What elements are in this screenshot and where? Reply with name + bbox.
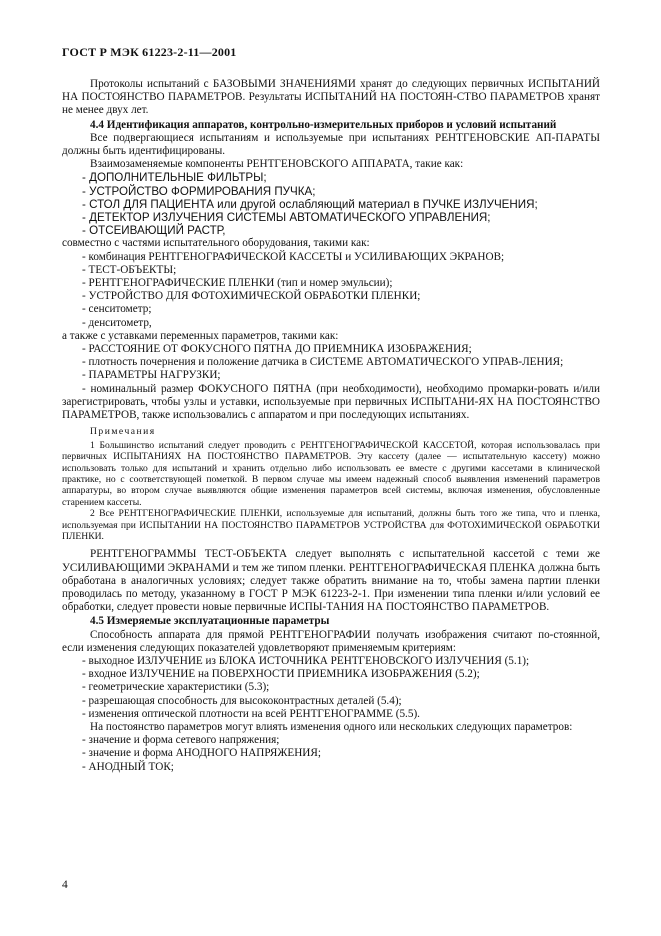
list-item: - УСТРОЙСТВО ФОРМИРОВАНИЯ ПУЧКА;: [62, 185, 600, 198]
paragraph-components-intro: Взаимозаменяемые компоненты РЕНТГЕНОВСКОГО АППАРАТА, такие как:: [90, 158, 464, 171]
paragraph-protocol-storage: Протоколы испытаний с БАЗОВЫМИ ЗНАЧЕНИЯМИ хранят до следующих первичных ИСПЫТАНИЙ НА ПОСТОЯНСТВО ПАРАМЕТРОВ. Результаты ИСПЫТАНИЙ НА ПОСТОЯН-СТВО ПАРАМЕТРОВ хранят не менее двух лет.: [62, 78, 600, 117]
list-item: - ДЕТЕКТОР ИЗЛУЧЕНИЯ СИСТЕМЫ АВТОМАТИЧЕСКОГО УПРАВЛЕНИЯ;: [62, 211, 600, 224]
list-item: - ОТСЕИВАЮЩИЙ РАСТР,: [62, 224, 600, 237]
document-body: [62, 78, 600, 774]
paragraph-performance-criteria: Способность аппарата для прямой РЕНТГЕНОГРАФИИ получать изображения считают по-стоянной, если изменения следующих показателей удовлетворяют применяемым критериям:: [62, 628, 600, 654]
list-item: - ДОПОЛНИТЕЛЬНЫЕ ФИЛЬТРЫ;: [62, 171, 600, 184]
list-item: - ТЕСТ-ОБЪЕКТЫ;: [62, 264, 600, 277]
list-item: - выходное ИЗЛУЧЕНИЕ из БЛОКА ИСТОЧНИКА РЕНТГЕНОВСКОГО ИЗЛУЧЕНИЯ (5.1);: [62, 655, 600, 668]
list-item: - комбинация РЕНТГЕНОГРАФИЧЕСКОЙ КАССЕТЫ и УСИЛИВАЮЩИХ ЭКРАНОВ;: [62, 251, 600, 264]
list-item: - значение и форма АНОДНОГО НАПРЯЖЕНИЯ;: [62, 747, 600, 760]
list-item: - РАССТОЯНИЕ ОТ ФОКУСНОГО ПЯТНА ДО ПРИЕМНИКА ИЗОБРАЖЕНИЯ;: [62, 343, 600, 356]
paragraph-identification: Все подвергающиеся испытаниям и используемые при испытаниях РЕНТГЕНОВСКИЕ АП-ПАРАТЫ должны быть идентифицированы.: [62, 131, 600, 158]
page-number: 4: [62, 879, 68, 891]
notes-heading: Примечания: [90, 426, 156, 438]
list-item: - сенситометр;: [62, 303, 600, 316]
section-heading-4-4: 4.4 Идентификация аппаратов, контрольно-измерительных приборов и условий испытаний: [90, 118, 557, 131]
list-item: - СТОЛ ДЛЯ ПАЦИЕНТА или другой ослабляющий материал в ПУЧКЕ ИЗЛУЧЕНИЯ;: [62, 198, 600, 211]
paragraph-influencing-parameters: На постоянство параметров могут влиять изменения одного или нескольких следующих параметров:: [90, 720, 573, 733]
list-item: - АНОДНЫЙ ТОК;: [62, 761, 600, 774]
list-item: - денситометр,: [62, 317, 600, 330]
list-item: - входное ИЗЛУЧЕНИЕ на ПОВЕРХНОСТИ ПРИЕМНИКА ИЗОБРАЖЕНИЯ (5.2);: [62, 668, 600, 681]
list-item: - изменения оптической плотности на всей РЕНТГЕНОГРАММЕ (5.5).: [62, 708, 600, 721]
note-1: 1 Большинство испытаний следует проводить с РЕНТГЕНОГРАФИЧЕСКОЙ КАССЕТОЙ, которая использовалась при первичных ИСПЫТАНИЯХ НА ПОСТОЯНСТВО ПАРАМЕТРОВ. Эту кассету (далее — испытательную кассету) можно использовать только для испытаний и хранить отдельно либо использовать ее вместе с другими кассетами в клинической практике, но с соответствующей пометкой. В первом случае мы имеем надежный способ выявления изменений параметров аппаратуры, во втором случае выявляются общие изменения параметров всей системы, включая изменения, обусловленные старением кассеты.: [62, 439, 600, 508]
paragraph-equipment-intro: совместно с частями испытательного оборудования, такими как:: [62, 237, 370, 250]
notes-block: [62, 426, 600, 542]
list-item: - номинальный размер ФОКУСНОГО ПЯТНА (при необходимости), необходимо промарки-ровать и/или зарегистрировать, чтобы узлы и уставки, используемые при первичных ИСПЫТАНИ-ЯХ НА ПОСТОЯНСТВО ПАРАМЕТРОВ, также использовались с аппаратом и при последующих испытаниях.: [62, 383, 600, 423]
list-item: - геометрические характеристики (5.3);: [62, 681, 600, 694]
list-item: - УСТРОЙСТВО ДЛЯ ФОТОХИМИЧЕСКОЙ ОБРАБОТКИ ПЛЕНКИ;: [62, 290, 600, 303]
standard-header: ГОСТ Р МЭК 61223-2-11—2001: [62, 45, 237, 59]
paragraph-settings-intro: а также с уставками переменных параметров, такими как:: [62, 329, 339, 342]
list-item: - значение и форма сетевого напряжения;: [62, 734, 600, 747]
list-item: - плотность почернения и положение датчика в СИСТЕМЕ АВТОМАТИЧЕСКОГО УПРАВ-ЛЕНИЯ;: [62, 356, 600, 369]
section-heading-4-5: 4.5 Измеряемые эксплуатационные параметры: [90, 615, 330, 628]
list-item: - РЕНТГЕНОГРАФИЧЕСКИЕ ПЛЕНКИ (тип и номер эмульсии);: [62, 277, 600, 290]
list-item: - разрешающая способность для высококонтрастных деталей (5.4);: [62, 695, 600, 708]
note-2: 2 Все РЕНТГЕНОГРАФИЧЕСКИЕ ПЛЕНКИ, используемые для испытаний, должны быть того же типа, что и пленка, используемая при ИСПЫТАНИИ НА ПОСТОЯНСТВО ПАРАМЕТРОВ УСТРОЙСТВА для ФОТОХИМИЧЕСКОЙ ОБРАБОТКИ ПЛЕНКИ.: [62, 508, 600, 542]
paragraph-test-object: РЕНТГЕНОГРАММЫ ТЕСТ-ОБЪЕКТА следует выполнять с испытательной кассетой с теми же УСИЛИВАЮЩИМИ ЭКРАНАМИ и тем же типом пленки. РЕНТГЕНОГРАФИЧЕСКАЯ ПЛЕНКА должна быть обработана в аналогичных условиях; следует также обратить внимание на то, чтобы замена партии пленки проводилась по методу, указанному в ГОСТ Р МЭК 61223-2-1. При изменении типа пленки и/или условий ее обработки, следует провести новые первичные ИСПЫ-ТАНИЯ НА ПОСТОЯНСТВО ПАРАМЕТРОВ.: [62, 548, 600, 614]
list-item: - ПАРАМЕТРЫ НАГРУЗКИ;: [62, 369, 600, 382]
